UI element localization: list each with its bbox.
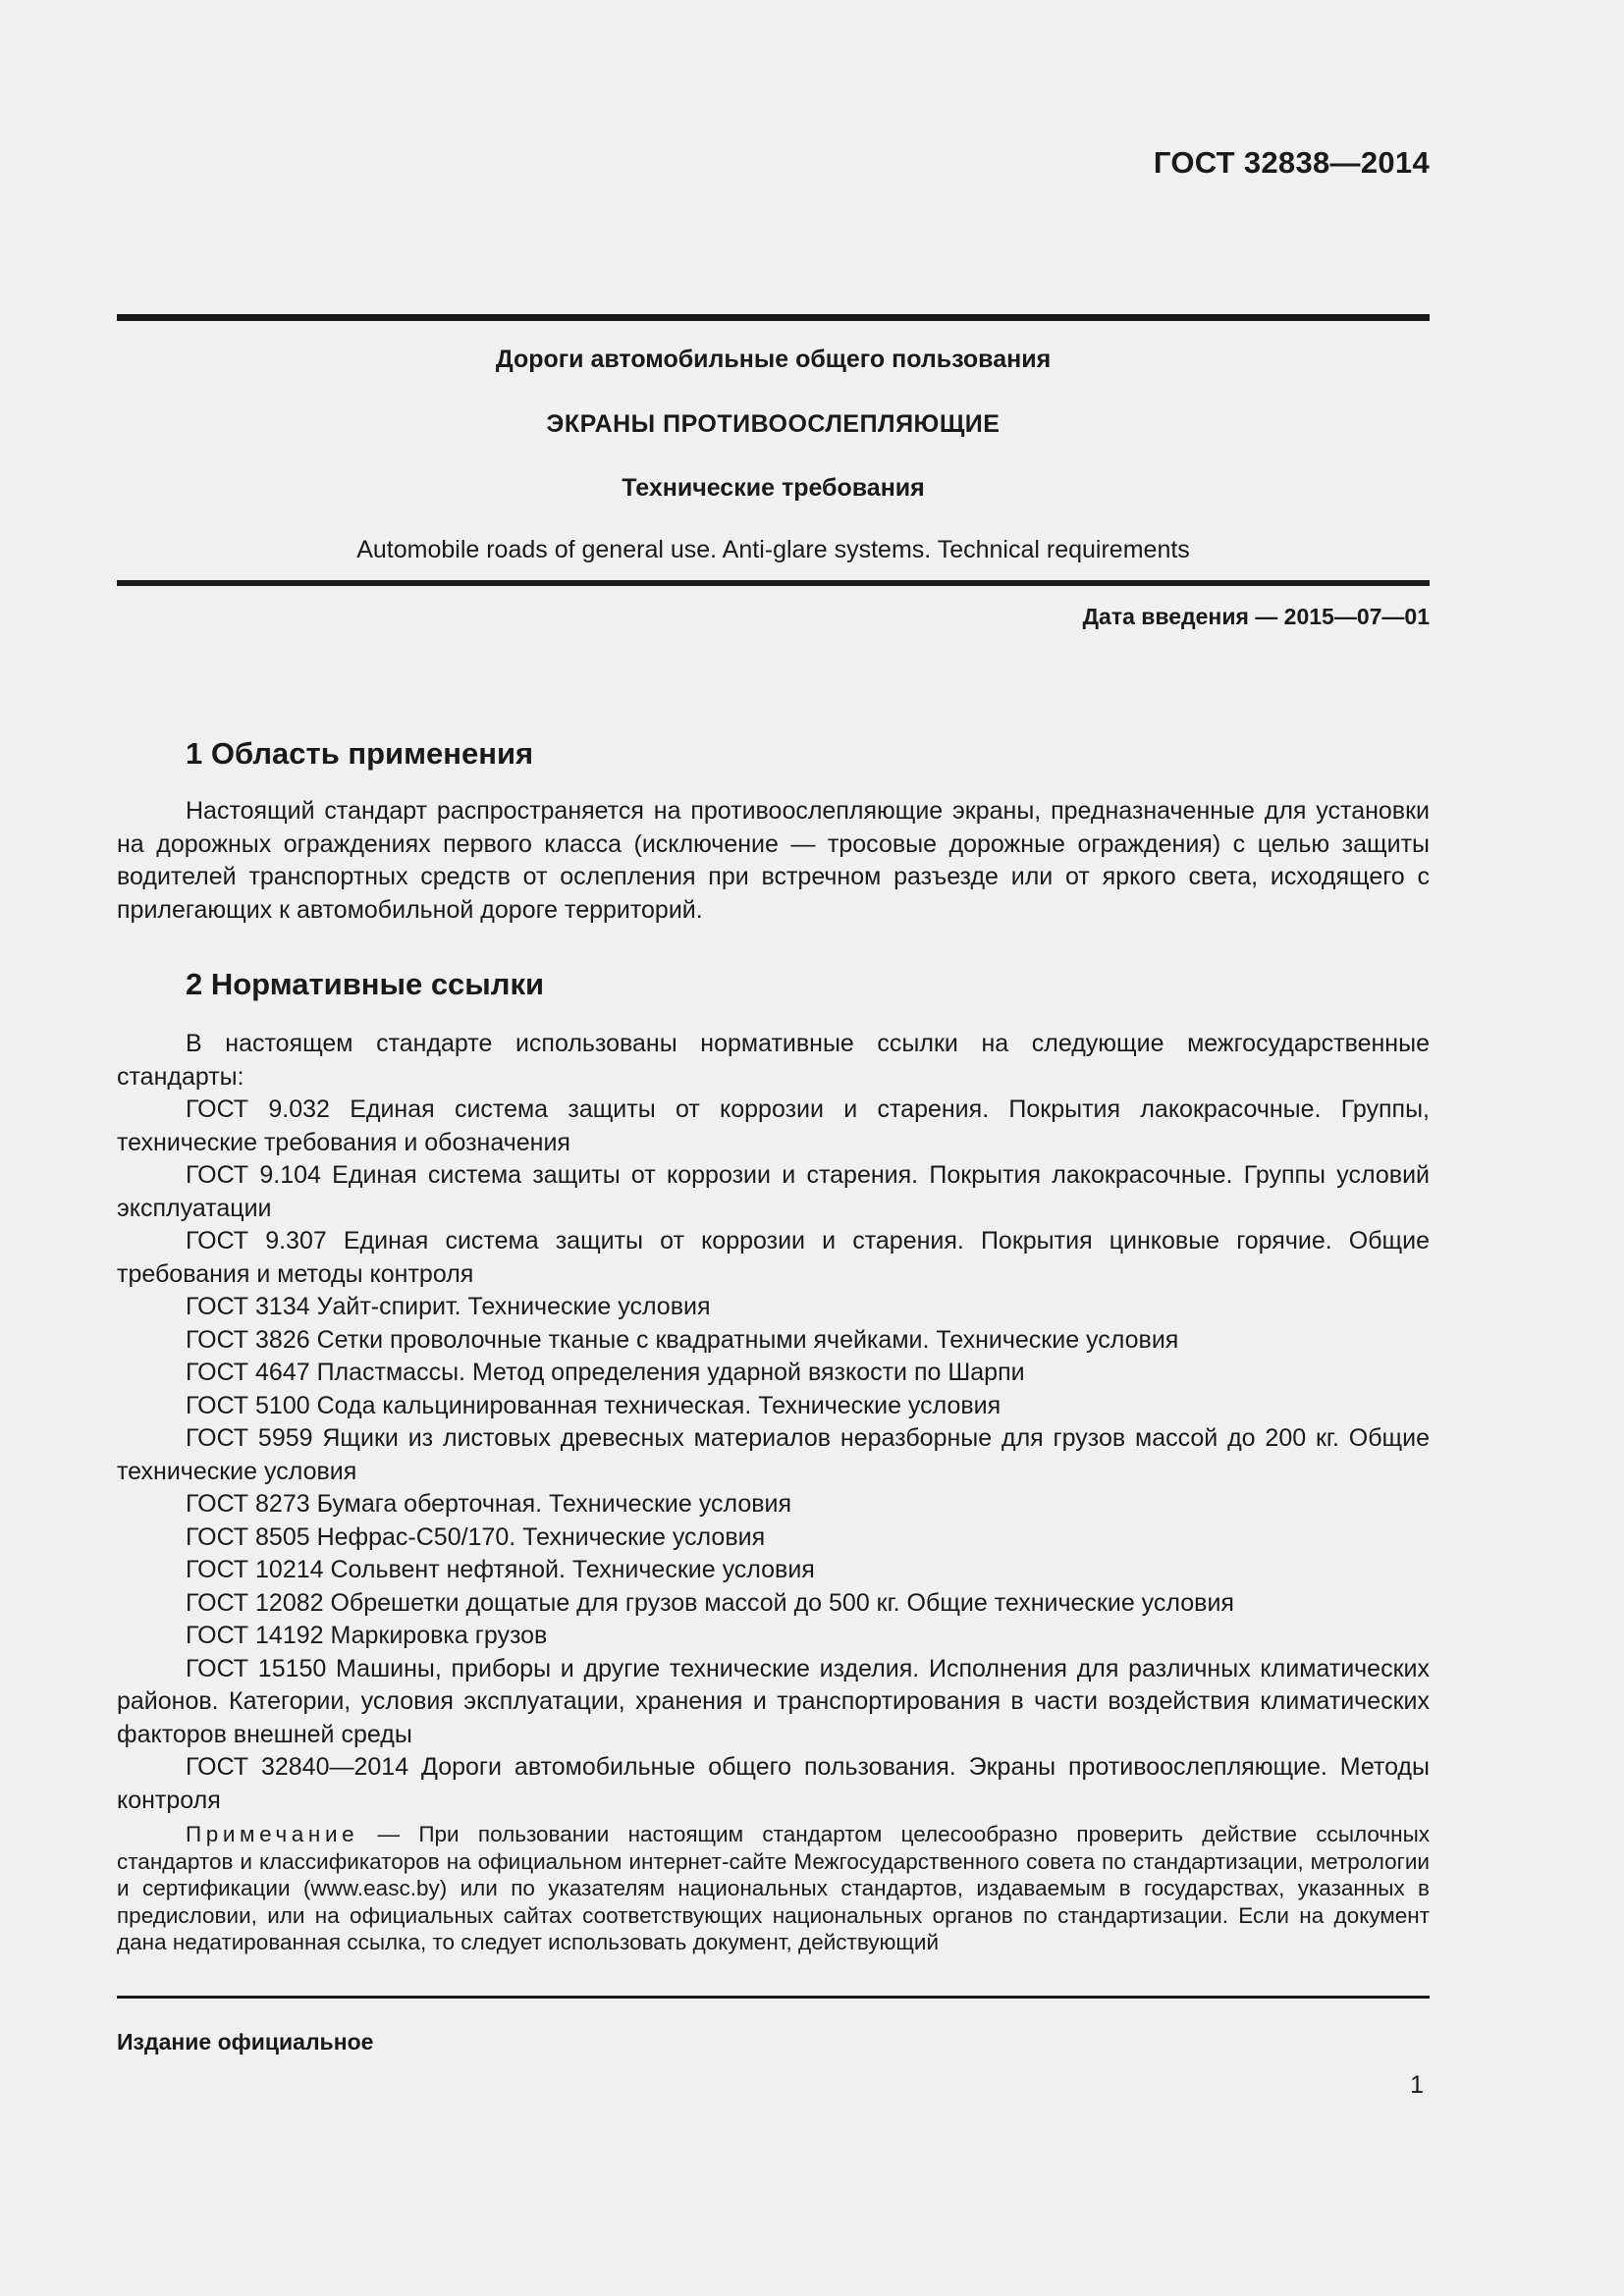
section-heading-scope: 1 Область применения [186,736,534,771]
reference-item: ГОСТ 5100 Сода кальцинированная техническая. Технические условия [186,1391,1001,1419]
scope-paragraph: Настоящий стандарт распространяется на противоослепляющие экраны, предназначенные для установки на дорожных ограждениях первого класса (исключение — тросовые дорожные ограждения) с целью защиты водителей транспортных средств от ослепления при встречном разъезде или от яркого света, исходящего с прилегающих к автомобильной дороге территорий. [117,797,1430,924]
reference-item: ГОСТ 10214 Сольвент нефтяной. Технические условия [186,1556,815,1583]
introduction-date: Дата введения — 2015—07—01 [1082,604,1430,629]
page-number: 1 [1410,2071,1424,2099]
reference-item: ГОСТ 3134 Уайт-спирит. Технические условия [186,1293,711,1320]
title-main: ЭКРАНЫ ПРОТИВООСЛЕПЛЯЮЩИЕ [546,410,1001,438]
norms-intro-paragraph: В настоящем стандарте использованы нормативные ссылки на следующие межгосударственные стандарты: [117,1030,1430,1091]
note-label: Примечание [186,1822,359,1846]
top-divider [117,314,1430,321]
footer-divider [117,1996,1430,1999]
reference-item: ГОСТ 15150 Машины, приборы и другие технические изделия. Исполнения для различных климатических районов. Категории, условия эксплуатации, хранения и транспортирования в части воздействия климатических факторов внешней среды [117,1654,1430,1748]
title-roads: Дороги автомобильные общего пользования [495,346,1052,373]
reference-item: ГОСТ 32840—2014 Дороги автомобильные общего пользования. Экраны противоослепляющие. Методы контроля [117,1753,1430,1814]
reference-item: ГОСТ 3826 Сетки проволочные тканые с квадратными ячейками. Технические условия [186,1325,1179,1354]
reference-item: ГОСТ 8273 Бумага оберточная. Технические условия [186,1490,792,1518]
reference-item: ГОСТ 14192 Маркировка грузов [186,1622,548,1649]
reference-item: ГОСТ 12082 Обрешетки дощатые для грузов массой до 500 кг. Общие технические условия [186,1588,1234,1617]
title-divider [117,580,1430,586]
official-edition-label: Издание официальное [117,2029,374,2055]
normative-references-list [117,1094,1430,1817]
reference-item: ГОСТ 9.032 Единая система защиты от коррозии и старения. Покрытия лакокрасочные. Группы, технические требования и обозначения [117,1095,1430,1156]
reference-item: ГОСТ 9.307 Единая система защиты от коррозии и старения. Покрытия цинковые горячие. Общие требования и методы контроля [117,1227,1430,1288]
reference-item: ГОСТ 9.104 Единая система защиты от коррозии и старения. Покрытия лакокрасочные. Группы условий эксплуатации [117,1161,1430,1222]
note-text: — При пользовании настоящим стандартом целесообразно проверить действие ссылочных стандартов и классификаторов на официальном интернет-сайте Межгосударственного совета по стандартизации, метрологии и сертификации (www.easc.by) или по указателям национальных стандартов, издаваемым в государствах, указанных в предисловии, или на официальных сайтах соответствующих национальных органов по стандартизации. Если на документ дана недатированная ссылка, то следует использовать документ, действующий [117,1822,1430,1954]
title-english: Automobile roads of general use. Anti-glare systems. Technical requirements [356,536,1190,563]
section-heading-norms: 2 Нормативные ссылки [186,967,545,1001]
references-note [117,1821,1430,1956]
title-sub: Технические требования [622,474,925,502]
reference-item: ГОСТ 8505 Нефрас-С50/170. Технические условия [186,1522,766,1551]
reference-item: ГОСТ 5959 Ящики из листовых древесных материалов неразборные для грузов массой до 200 кг. Общие технические условия [117,1424,1430,1485]
reference-item: ГОСТ 4647 Пластмассы. Метод определения ударной вязкости по Шарпи [186,1359,1025,1386]
document-code: ГОСТ 32838—2014 [1153,145,1430,180]
